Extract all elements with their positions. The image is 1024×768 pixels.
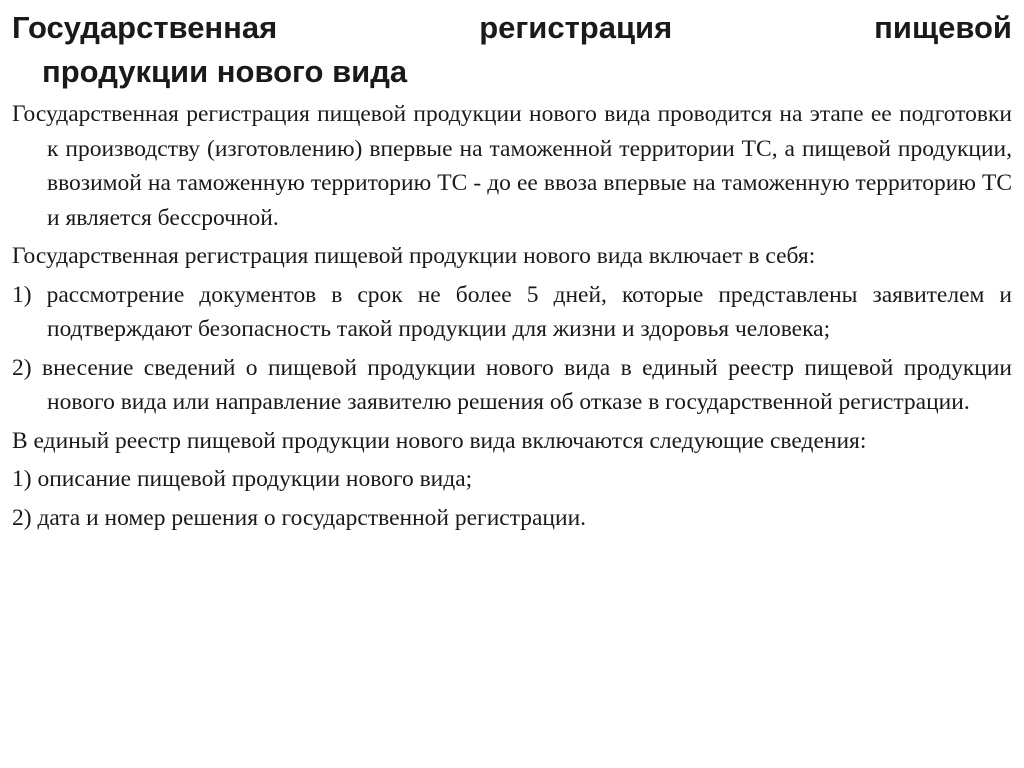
list-item-registry-entry: 2) внесение сведений о пищевой продукции нового вида в единый реестр пищевой продукции нового вида или направление заявителю решения об отказе в государственной регистрации. xyxy=(12,354,1012,415)
title-word-2: регистрация xyxy=(479,10,673,45)
title-word-3: пищевой xyxy=(874,10,1012,45)
list-item-document-review: 1) рассмотрение документов в срок не более 5 дней, которые представлены заявителем и подтверждают безопасность такой продукции для жизни и здоровья человека; xyxy=(12,281,1012,342)
page-title xyxy=(12,6,1012,94)
title-line-1 xyxy=(12,6,1012,50)
list-item-decision-date-number: 2) дата и номер решения о государственной регистрации. xyxy=(12,504,587,531)
paragraph-registry-contents: В единый реестр пищевой продукции нового вида включаются следующие сведения: xyxy=(12,427,867,454)
paragraph-registration-includes: Государственная регистрация пищевой продукции нового вида включает в себя: xyxy=(12,243,816,269)
paragraph-registration-stage: Государственная регистрация пищевой продукции нового вида проводится на этапе ее подготовки к производству (изготовлению) впервые на таможенной территории ТС, а пищевой продукции, ввозимой на таможенную территорию ТС - до ее ввоза впервые на таможенную территорию ТС и является бессрочной. xyxy=(12,101,1012,231)
title-line-2: продукции нового вида xyxy=(42,54,408,89)
title-word-1: Государственная xyxy=(12,10,278,45)
list-item-product-description: 1) описание пищевой продукции нового вида; xyxy=(12,466,473,492)
slide-body xyxy=(12,97,1012,535)
